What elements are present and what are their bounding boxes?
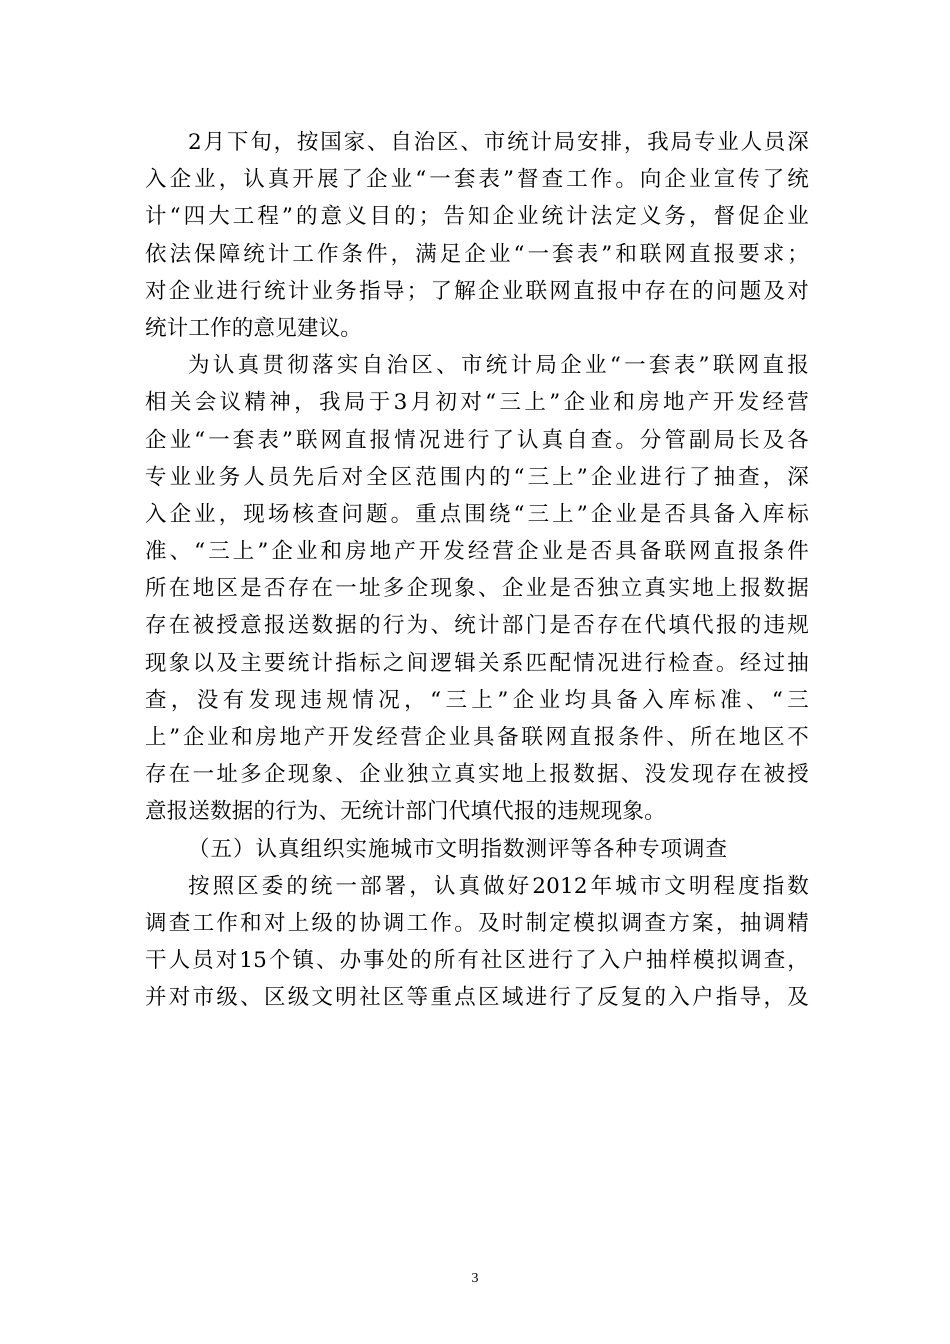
- paragraph-2-line-7: 所在地区是否存在一址多企现象、企业是否独立真实地上报数据: [145, 576, 809, 602]
- paragraph-2-line-2: 相关会议精神，我局于3月初对“三上”企业和房地产开发经营: [145, 390, 809, 416]
- paragraph-3-line-4: 并对市级、区级文明社区等重点区域进行了反复的入户指导，及: [145, 985, 809, 1011]
- paragraph-1-line-4: 依法保障统计工作条件，满足企业“一套表”和联网直报要求；: [145, 241, 809, 267]
- paragraph-2-line-10: 查，没有发现违规情况，“三上”企业均具备入库标准、“三: [145, 687, 809, 713]
- paragraph-1-line-3: 计“四大工程”的意义目的；告知企业统计法定义务，督促企业: [145, 204, 809, 230]
- section-heading: （五）认真组织实施城市文明指数测评等各种专项调查: [188, 836, 729, 862]
- document-body: [145, 124, 809, 1017]
- paragraph-2-line-12: 存在一址多企现象、企业独立真实地上报数据、没发现存在被授: [145, 762, 809, 788]
- paragraph-2-line-8: 存在被授意报送数据的行为、统计部门是否存在代填代报的违规: [145, 613, 809, 639]
- page-number: 3: [471, 1271, 479, 1286]
- paragraph-3-line-2: 调查工作和对上级的协调工作。及时制定模拟调查方案，抽调精: [145, 910, 809, 936]
- paragraph-2-line-3: 企业“一套表”联网直报情况进行了认真自查。分管副局长及各: [145, 427, 809, 453]
- paragraph-3-line-1: 按照区委的统一部署，认真做好2012年城市文明程度指数: [188, 873, 809, 899]
- paragraph-3-line-3: 干人员对15个镇、办事处的所有社区进行了入户抽样模拟调查，: [145, 948, 809, 974]
- paragraph-1-line-2: 入企业，认真开展了企业“一套表”督查工作。向企业宣传了统: [145, 167, 809, 193]
- paragraph-2-line-9: 现象以及主要统计指标之间逻辑关系匹配情况进行检查。经过抽: [145, 650, 809, 676]
- paragraph-1-line-1: 2月下旬，按国家、自治区、市统计局安排，我局专业人员深: [188, 130, 809, 155]
- paragraph-1-line-5: 对企业进行统计业务指导；了解企业联网直报中存在的问题及对: [145, 278, 809, 304]
- paragraph-1-line-6: 统计工作的意见建议。: [145, 315, 363, 341]
- paragraph-2-line-13: 意报送数据的行为、无统计部门代填代报的违规现象。: [145, 799, 666, 825]
- paragraph-2-line-5: 入企业，现场核查问题。重点围绕“三上”企业是否具备入库标: [145, 501, 809, 527]
- paragraph-2-line-6: 准、“三上”企业和房地产开发经营企业是否具备联网直报条件: [145, 539, 809, 565]
- paragraph-2-line-4: 专业业务人员先后对全区范围内的“三上”企业进行了抽查，深: [145, 464, 809, 490]
- paragraph-2-line-1: 为认真贯彻落实自治区、市统计局企业“一套表”联网直报: [188, 353, 809, 379]
- paragraph-2-line-11: 上”企业和房地产开发经营企业具备联网直报条件、所在地区不: [145, 725, 809, 750]
